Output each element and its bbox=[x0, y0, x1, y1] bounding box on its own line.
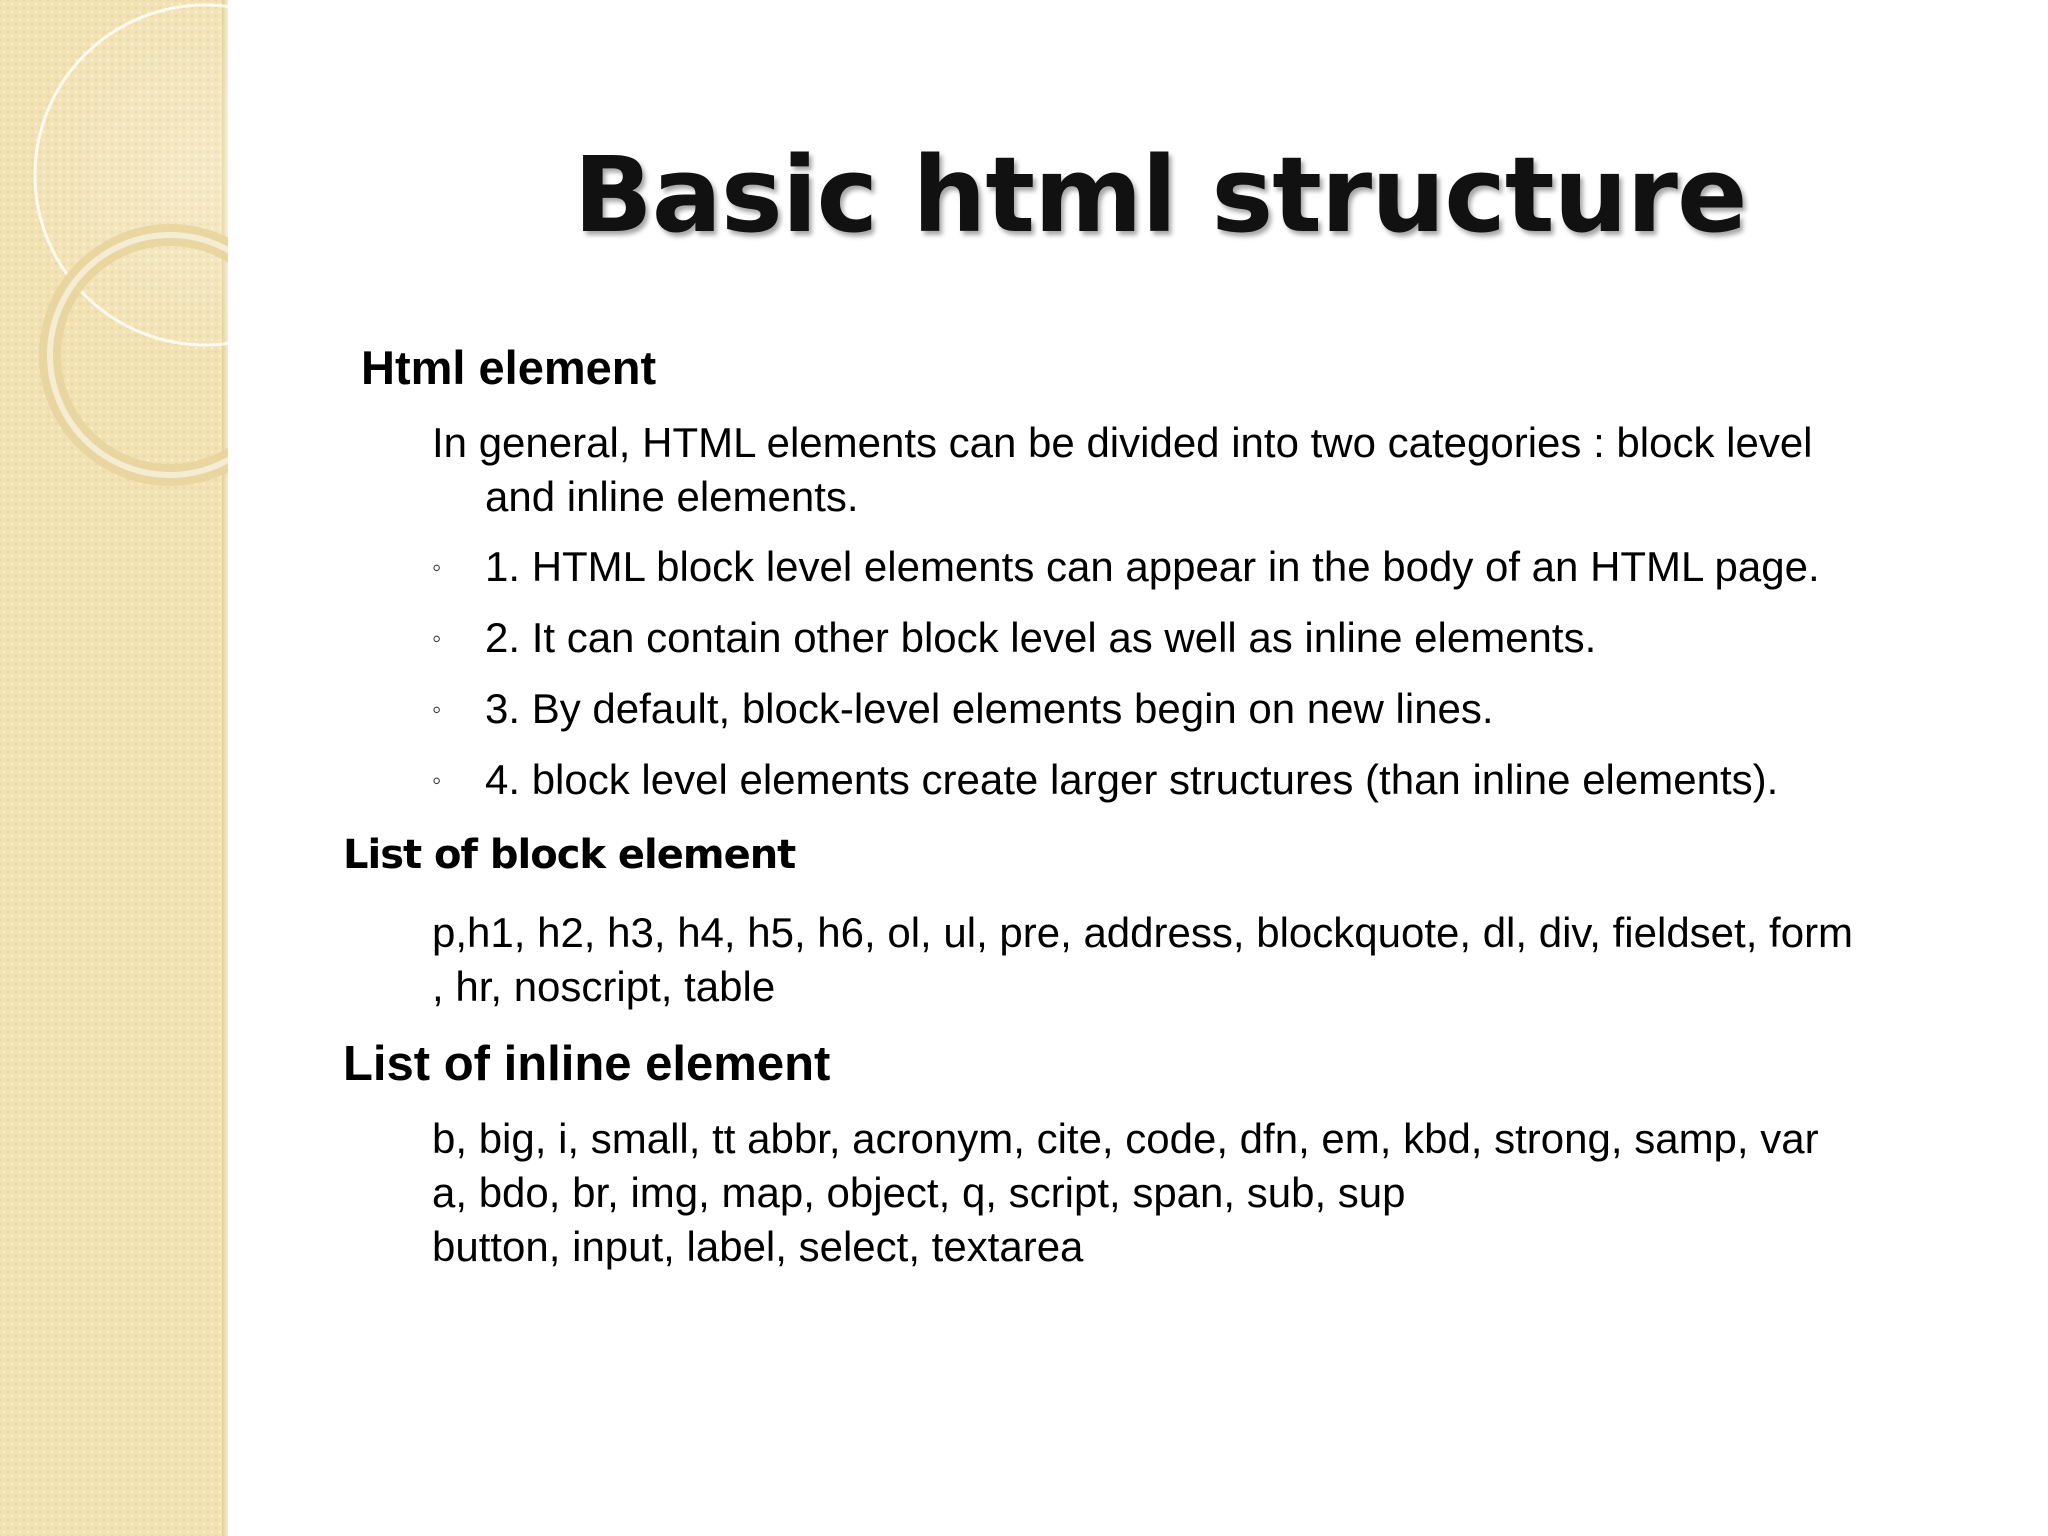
list-item bbox=[432, 540, 2012, 611]
intro-line-1: In general, HTML elements can be divided into two categories : block level bbox=[432, 419, 1813, 466]
intro-line-2: and inline elements. bbox=[485, 473, 859, 520]
html-element-intro bbox=[432, 416, 1992, 524]
block-level-bullet-list bbox=[432, 540, 2012, 824]
bullet-icon: ◦ bbox=[432, 552, 442, 582]
bullet-text: 4. block level elements create larger structures (than inline elements). bbox=[485, 756, 1779, 803]
block-element-heading: List of block element bbox=[343, 832, 796, 878]
decorative-rings bbox=[0, 0, 300, 520]
block-element-list bbox=[432, 906, 1992, 1014]
bullet-text: 1. HTML block level elements can appear in the body of an HTML page. bbox=[485, 543, 1820, 590]
inline-list-line-1: b, big, i, small, tt abbr, acronym, cite, code, dfn, em, kbd, strong, samp, var bbox=[432, 1115, 1819, 1162]
inline-list-line-3: button, input, label, select, textarea bbox=[432, 1223, 1084, 1270]
list-item bbox=[432, 611, 2012, 682]
ring-mask bbox=[228, 0, 300, 520]
bullet-text: 2. It can contain other block level as well as inline elements. bbox=[485, 614, 1597, 661]
inline-element-list bbox=[432, 1112, 1992, 1274]
inline-list-line-2: a, bdo, br, img, map, object, q, script, span, sub, sup bbox=[432, 1169, 1406, 1216]
bullet-icon: ◦ bbox=[432, 765, 442, 795]
bullet-icon: ◦ bbox=[432, 623, 442, 653]
block-list-line-1: p,h1, h2, h3, h4, h5, h6, ol, ul, pre, address, blockquote, dl, div, fieldset, form bbox=[432, 909, 1854, 956]
block-list-line-2: , hr, noscript, table bbox=[432, 963, 776, 1010]
list-item bbox=[432, 753, 2012, 824]
inline-element-heading: List of inline element bbox=[343, 1037, 831, 1091]
html-element-heading: Html element bbox=[361, 341, 657, 394]
bullet-text: 3. By default, block-level elements begin on new lines. bbox=[485, 685, 1494, 732]
bullet-icon: ◦ bbox=[432, 694, 442, 724]
list-item bbox=[432, 682, 2012, 753]
slide-title: Basic html structure bbox=[573, 134, 1747, 256]
